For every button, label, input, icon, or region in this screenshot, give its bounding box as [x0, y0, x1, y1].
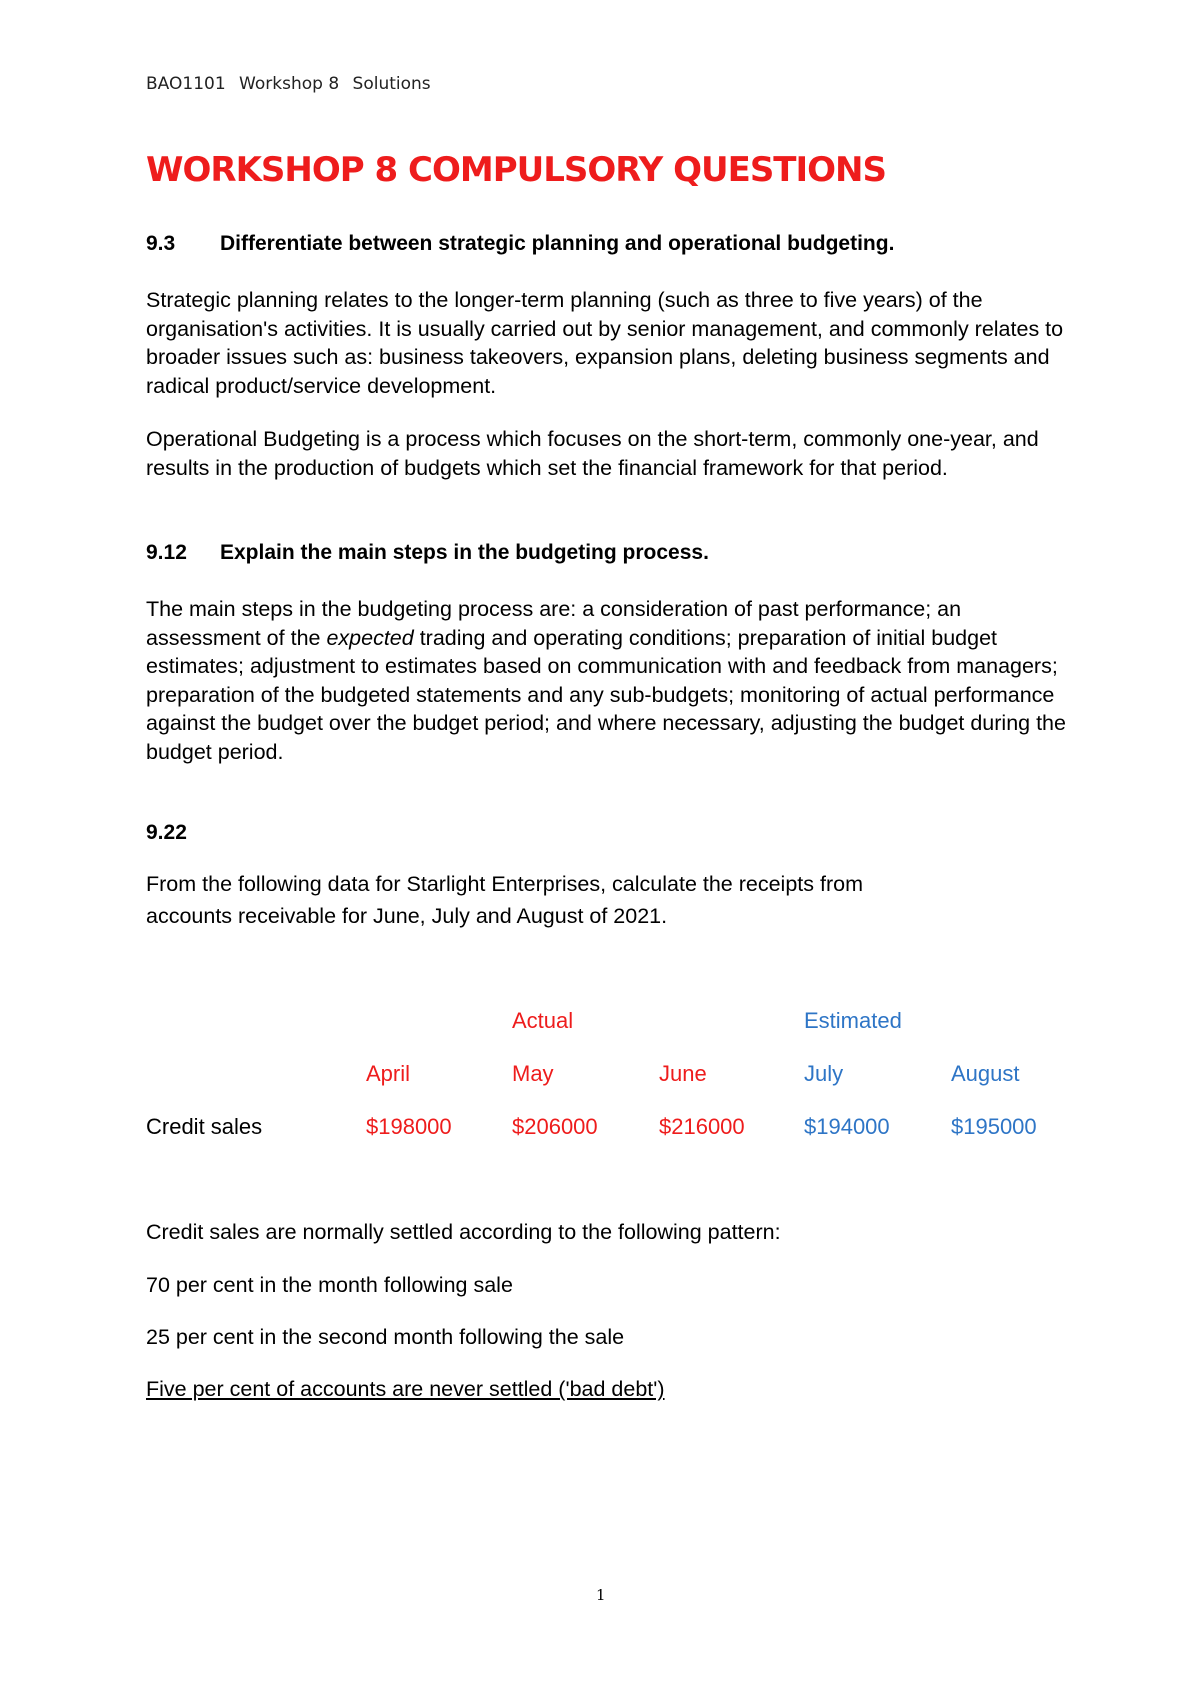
- settlement-pattern-intro: Credit sales are normally settled according to the following pattern:: [146, 1220, 781, 1244]
- month-header-august: August: [951, 1061, 1020, 1086]
- row-label-credit-sales: Credit sales: [146, 1114, 263, 1139]
- answer-9-3-paragraph-1: Strategic planning relates to the longer-term planning (such as three to five years) of the organisation's activities. It is usually carried out by senior management, and commonly relates to broader issues such as: business takeovers, expansion plans, deleting business segments and radical product/service development.: [146, 288, 1064, 398]
- header-workshop: Workshop 8: [239, 74, 340, 94]
- answer-9-3-paragraph-2: Operational Budgeting is a process which focuses on the short-term, commonly one-year, and results in the production of budgets which set the financial framework for that period.: [146, 427, 1039, 480]
- page-title: WORKSHOP 8 COMPULSORY QUESTIONS: [146, 150, 886, 190]
- question-number: 9.22: [146, 821, 187, 844]
- settlement-pattern-item-3: Five per cent of accounts are never settled ('bad debt'): [146, 1377, 665, 1401]
- answer-9-12-paragraph: [146, 595, 1076, 766]
- header-type: Solutions: [352, 74, 431, 94]
- group-header-estimated: Estimated: [804, 1008, 902, 1033]
- question-9-12-heading: [146, 541, 709, 565]
- month-header-april: April: [366, 1061, 411, 1086]
- value-august: $195000: [951, 1114, 1037, 1139]
- settlement-pattern-item-1: 70 per cent in the month following sale: [146, 1273, 513, 1297]
- question-9-3-heading: [146, 232, 894, 256]
- value-april: $198000: [366, 1114, 452, 1139]
- page-header: [146, 74, 439, 94]
- month-header-july: July: [804, 1061, 844, 1086]
- answer-text-emphasis: expected: [326, 625, 414, 650]
- answer-text-after: trading and operating conditions; preparation of initial budget estimates; adjustment to estimates based on communication with and feedback from managers; preparation of the budgeted statements and any sub-budgets; monitoring of actual performance against the budget over the budget period; and where necessary, adjusting the budget during the budget period.: [146, 625, 1066, 764]
- header-course: BAO1101: [146, 74, 226, 94]
- month-header-june: June: [659, 1061, 707, 1086]
- question-9-22-prompt-line-1: From the following data for Starlight Enterprises, calculate the receipts from: [146, 872, 863, 896]
- question-9-22-heading: [146, 821, 187, 845]
- question-number: 9.12: [146, 541, 187, 564]
- question-text: Explain the main steps in the budgeting process.: [220, 541, 709, 564]
- value-may: $206000: [512, 1114, 598, 1139]
- question-text: Differentiate between strategic planning and operational budgeting.: [220, 232, 895, 255]
- settlement-pattern-item-2: 25 per cent in the second month following the sale: [146, 1325, 625, 1349]
- page-number: 1: [596, 1586, 606, 1604]
- answer-text-before: The main steps in the budgeting process are: a consideration of past performance; an assessment of the: [146, 597, 962, 650]
- value-june: $216000: [659, 1114, 745, 1139]
- value-july: $194000: [804, 1114, 890, 1139]
- question-9-22-prompt-line-2: accounts receivable for June, July and August of 2021.: [146, 904, 668, 928]
- group-header-actual: Actual: [512, 1008, 574, 1033]
- question-number: 9.3: [146, 232, 176, 255]
- month-header-may: May: [512, 1061, 554, 1086]
